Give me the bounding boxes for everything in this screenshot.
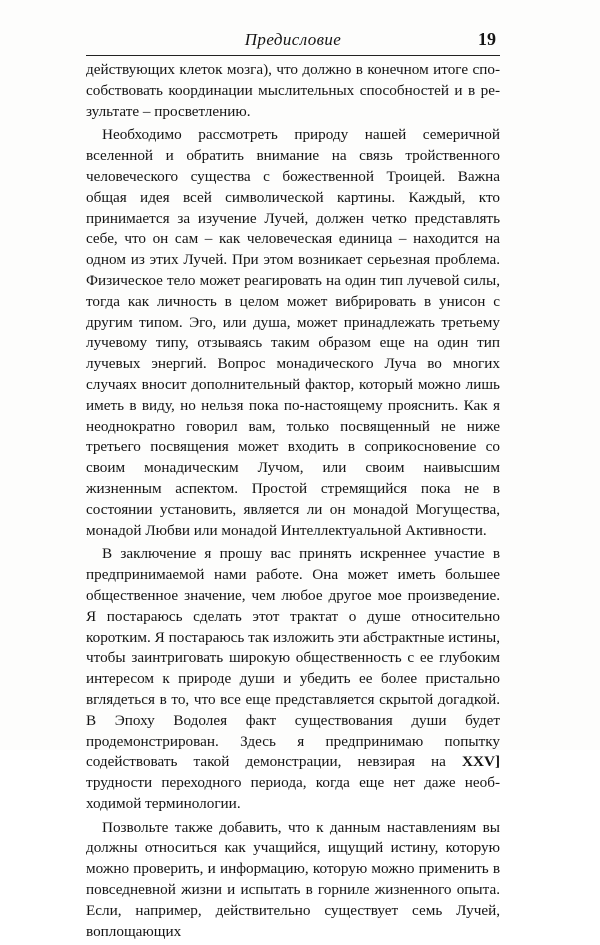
paragraph: Необходимо рассмотреть природу нашей семеричной вселенной и обратить внимание на связь тройственного человеческого существа с божественной Троицей. Важна общая идея всей символической картины. Каждый, кто принимается за изучение Лучей, должен четко представлять себе, что он сам – как человеческая единица – находится на одном из этих Лучей. При этом возникает серьезная проблема. Физическое тело может реагировать на один тип лучевой силы, тогда как личность в целом может вибрировать в унисон с другим типом. Эго, или душа, может принадлежать третьему лучевому типу, отзываясь таким образом еще на один тип лучевых энергий. Вопрос монадического Луча во многих случаях вносит дополнительный фактор, который можно лишь иметь в виду, но нельзя пока по-настоящему прояснить. Как я неоднократно говорил вам, только посвященный не ниже третьего посвящения может входить в соприкосновение со своим монадическим Лучом, или своим наивысшим жизненным аспектом. Простой стремящийся пока не в состоянии установить, является ли он монадой Могущества, монадой Любви или монадой Интеллектуальной Активности. <box>86 126 500 539</box>
paragraph <box>86 544 500 814</box>
page-marker: XXV] <box>462 753 501 771</box>
paragraph: Позвольте также добавить, что к данным наставлениям вы должны относиться как учащийся, ищущий истину, которую можно проверить, и информацию, которую можно применить в повседневной жизни и испытать в горниле жизненного опыта. Если, например, действительно существует семь Лучей, воплощающих <box>86 818 500 940</box>
body-text <box>86 60 500 945</box>
header-rule <box>86 55 500 56</box>
page-number: 19 <box>478 29 496 49</box>
paragraph-continued: действующих клеток мозга), что должно в конечном итоге способствовать координации мыслительных способностей и в результате – просветлению. <box>86 61 500 120</box>
running-head <box>86 30 500 54</box>
section-title: Предисловие <box>244 30 342 49</box>
paragraph-text: В заключение я прошу вас принять искреннее участие в предпринимаемой нами работе. Она может иметь большее общественное значение, чем любое другое мое произведение. Я постараюсь сделать этот трактат о душе относительно коротким. Я постараюсь так изложить эти абстрактные истины, чтобы заинтриговать широкую общественность с ее глубоким интересом к природе души и убедить ее более пристально вглядеться в то, что все еще представляется скрытой догадкой. В Эпоху Водолея факт существования души будет продемонстрирован. Здесь я предпринимаю попытку содействовать такой демонстрации, невзирая на <box>86 545 500 771</box>
paragraph-text: трудности переходного периода, когда еще нет даже необходимой терминологии. <box>86 774 500 812</box>
